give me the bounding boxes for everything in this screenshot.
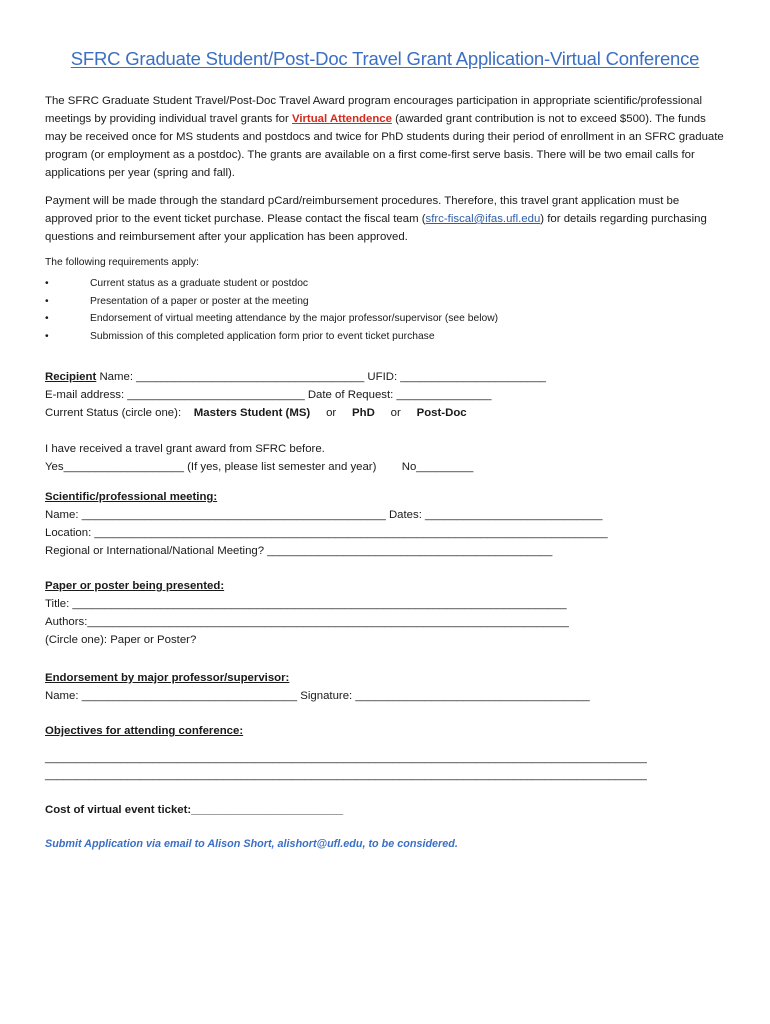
paper-authors-field[interactable]: Authors:____________________________________________________________________________ [45, 616, 569, 628]
page-title: SFRC Graduate Student/Post-Doc Travel Grant Application-Virtual Conference [70, 48, 700, 69]
requirements-heading: The following requirements apply: [45, 257, 199, 268]
list-item: • Submission of this completed application form prior to event ticket purchase [45, 330, 435, 342]
paper-title-field[interactable]: Title: ______________________________________________________________________________ [45, 598, 567, 610]
recipient-label: Recipient [45, 371, 97, 383]
status-label: Current Status (circle one): [45, 407, 182, 419]
submission-instructions: Submit Application via email to Alison Short, alishort@ufl.edu, to be considered. [45, 838, 458, 850]
cost-row[interactable] [45, 804, 343, 816]
objectives-line-2[interactable]: _______________________________________________________________________________________________ [45, 769, 647, 781]
intro-text-b: (awarded grant contribution is not to exceed $500). The funds may be received once for MS students and postdocs and twice for PhD students during their period of enrollment in an SFRC graduate program (or employment as a postdoc). The grants are available on a first come-first serve basis. There will be two email calls for applications per year (spring and fall). [45, 113, 724, 179]
intro-paragraph-1 [45, 92, 725, 182]
bullet-icon: • [45, 313, 49, 324]
endorsement-field[interactable]: Name: __________________________________ Signature: _____________________________________ [45, 690, 590, 702]
objectives-line-1[interactable]: _______________________________________________________________________________________________ [45, 752, 647, 764]
paper-heading: Paper or poster being presented: [45, 580, 225, 592]
email-field[interactable]: E-mail address: ____________________________ Date of Request: _______________ [45, 389, 492, 401]
cost-field[interactable]: ________________________ [191, 804, 344, 816]
status-row: Current Status (circle one): Masters Student (MS) or PhD or Post-Doc [45, 407, 467, 419]
list-item: • Presentation of a paper or poster at the meeting [45, 295, 309, 307]
recipient-name-field[interactable]: Name: ____________________________________ UFID: _______________________ [96, 371, 546, 383]
bullet-icon: • [45, 295, 49, 307]
status-option-ms[interactable]: Masters Student (MS) [193, 407, 311, 419]
bullet-icon: • [45, 330, 49, 342]
meeting-heading: Scientific/professional meeting: [45, 491, 218, 503]
payment-text-b: ) for details regarding purchasing questions and reimbursement after your application has been approved. [45, 213, 707, 243]
paper-or-poster-choice[interactable]: (Circle one): Paper or Poster? [45, 634, 197, 646]
meeting-type-field[interactable]: Regional or International/National Meeting? _____________________________________________ [45, 545, 553, 557]
cost-label: Cost of virtual event ticket: [45, 804, 192, 816]
payment-text-a: Payment will be made through the standard pCard/reimbursement procedures. Therefore, this travel grant application must be approved prior to the event ticket purchase. Please contact the fiscal team ( [45, 195, 680, 225]
prior-yes-field[interactable]: Yes___________________ (If yes, please list semester and year) [45, 461, 377, 473]
recipient-name-row[interactable] [45, 371, 546, 383]
list-item: • Current status as a graduate student or postdoc [45, 278, 309, 289]
meeting-location-field[interactable]: Location: _________________________________________________________________________________ [45, 527, 608, 539]
list-item: • Endorsement of virtual meeting attendance by the major professor/supervisor (see below) [45, 313, 499, 324]
prior-award-question: I have received a travel grant award from SFRC before. [45, 443, 325, 455]
intro-paragraph-2 [45, 192, 725, 246]
fiscal-email-link[interactable]: sfrc-fiscal@ifas.ufl.edu [425, 213, 541, 225]
virtual-attendence-highlight: Virtual Attendence [291, 113, 392, 125]
intro-text-a: The SFRC Graduate Student Travel/Post-Doc Travel Award program encourages participation in appropriate scientific/professional meetings by providing individual travel grants for [45, 95, 702, 125]
bullet-icon: • [45, 278, 49, 289]
requirements-list [45, 278, 725, 348]
status-option-postdoc[interactable]: Post-Doc [416, 407, 467, 419]
status-option-phd[interactable]: PhD [352, 407, 375, 419]
objectives-heading: Objectives for attending conference: [45, 725, 244, 737]
prior-award-row[interactable] [45, 461, 473, 473]
endorsement-heading: Endorsement by major professor/supervisor: [45, 672, 290, 684]
meeting-name-field[interactable]: Name: ________________________________________________ Dates: ____________________________ [45, 509, 603, 521]
prior-no-field[interactable]: No_________ [401, 461, 474, 473]
